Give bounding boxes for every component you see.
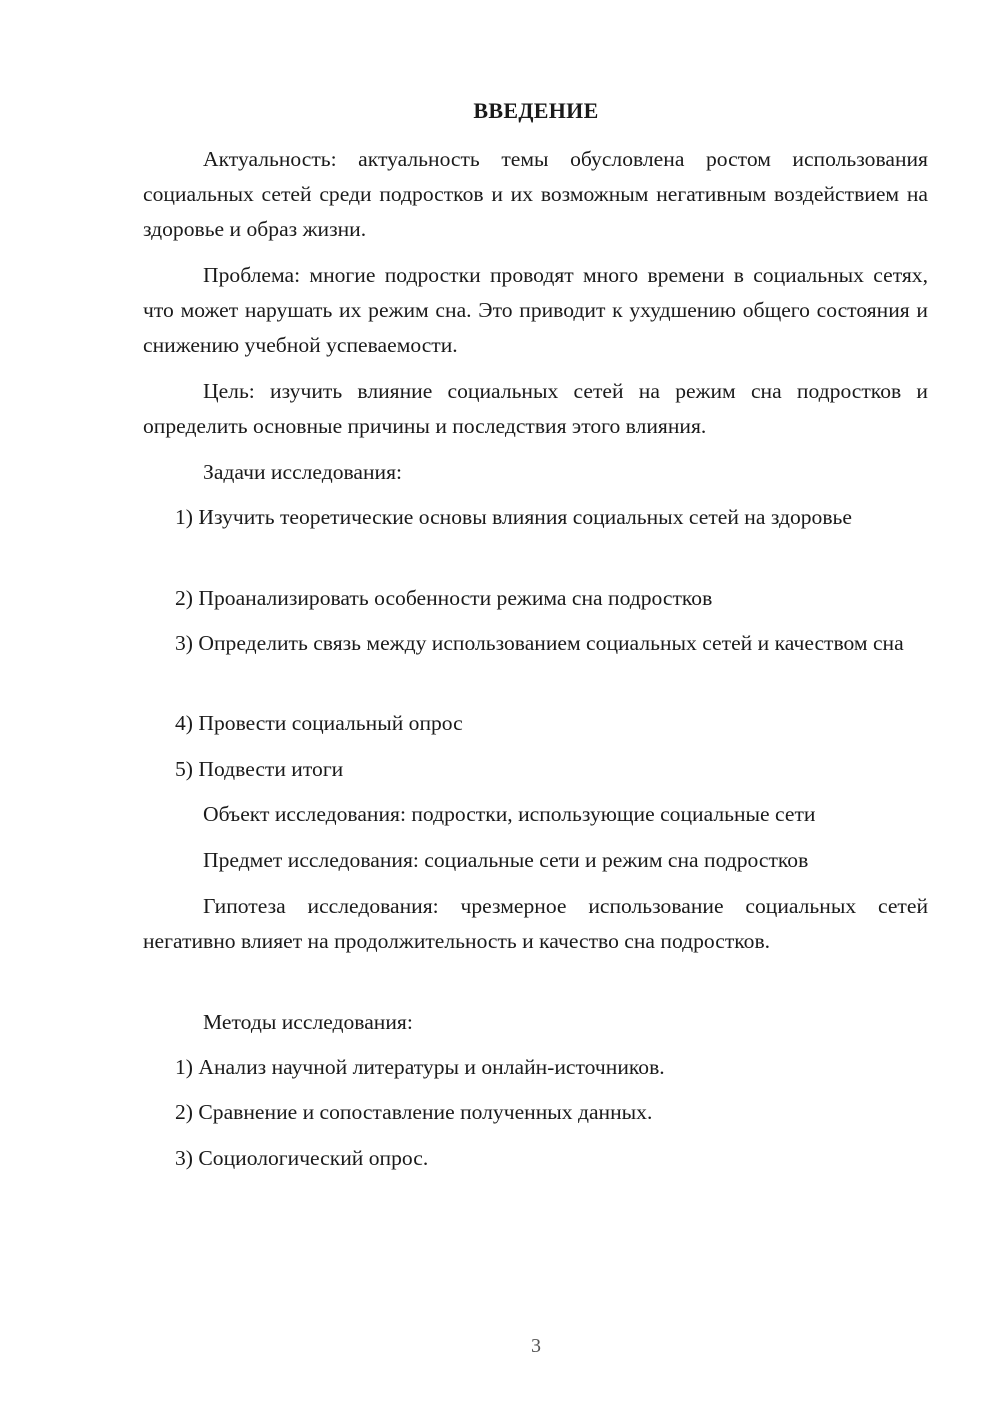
- section-heading: ВВЕДЕНИЕ: [473, 98, 599, 123]
- research-hypothesis: Гипотеза исследования: чрезмерное использование социальных сетей негативно влияет на продолжительность и качество сна подростков.: [143, 894, 928, 953]
- research-object: Объект исследования: подростки, использующие социальные сети: [203, 802, 816, 826]
- task-item-5: 5) Подвести итоги: [175, 757, 344, 781]
- task-item-4: 4) Провести социальный опрос: [175, 711, 463, 735]
- method-item-2: 2) Сравнение и сопоставление полученных данных.: [175, 1100, 653, 1124]
- research-subject: Предмет исследования: социальные сети и режим сна подростков: [203, 848, 809, 872]
- method-item-1: 1) Анализ научной литературы и онлайн-источников.: [175, 1055, 665, 1079]
- tasks-heading: Задачи исследования:: [203, 460, 403, 484]
- relevance-paragraph: Актуальность: актуальность темы обусловлена ростом использования социальных сетей среди подростков и их возможным негативным воздействием на здоровье и образ жизни.: [143, 147, 928, 241]
- method-item-3: 3) Социологический опрос.: [175, 1146, 429, 1170]
- goal-paragraph: Цель: изучить влияние социальных сетей на режим сна подростков и определить основные причины и последствия этого влияния.: [143, 379, 928, 438]
- task-item-1: 1) Изучить теоретические основы влияния социальных сетей на здоровье: [175, 505, 852, 529]
- task-item-3: 3) Определить связь между использованием социальных сетей и качеством сна: [175, 631, 904, 655]
- page-number: 3: [531, 1335, 541, 1357]
- methods-heading: Методы исследования:: [203, 1010, 413, 1034]
- task-item-2: 2) Проанализировать особенности режима сна подростков: [175, 586, 713, 610]
- problem-paragraph: Проблема: многие подростки проводят много времени в социальных сетях, что может нарушать их режим сна. Это приводит к ухудшению общего состояния и снижению учебной успеваемости.: [143, 263, 928, 357]
